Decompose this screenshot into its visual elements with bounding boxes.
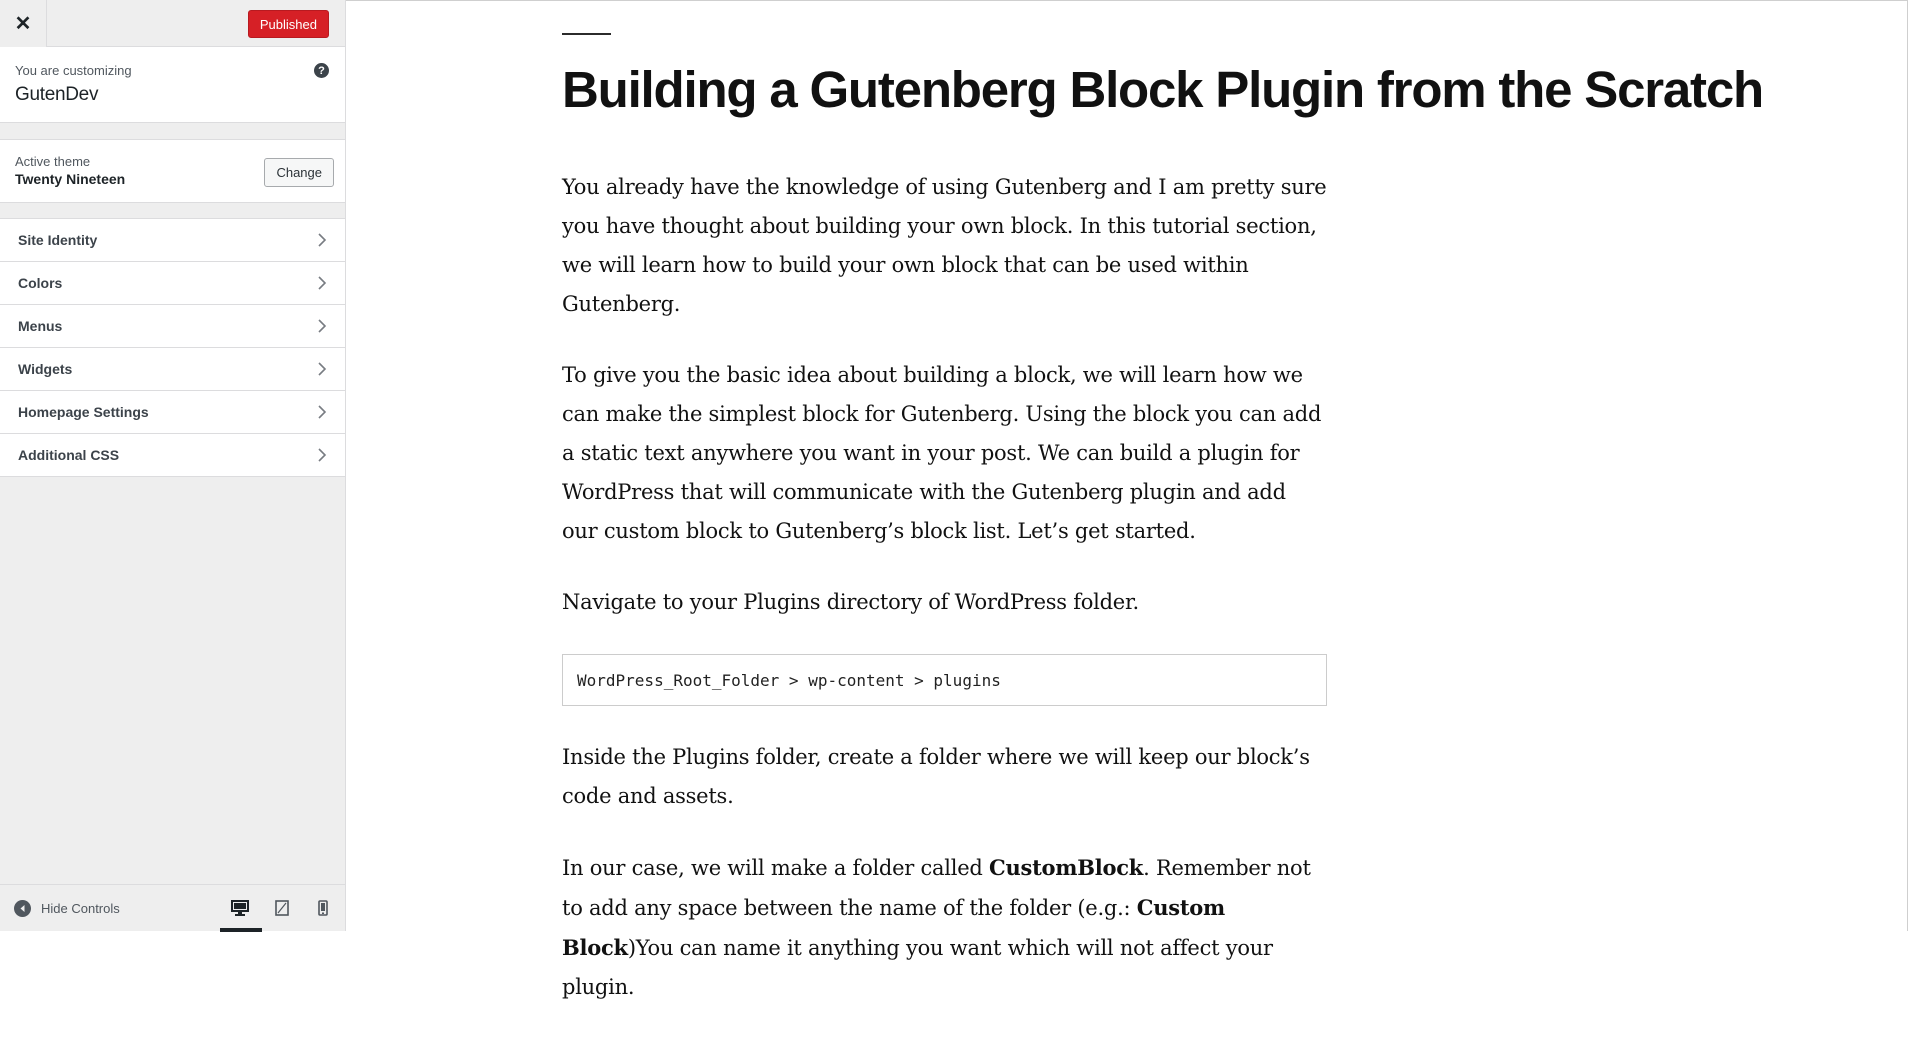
close-icon: ✕	[14, 13, 32, 35]
customizing-label: You are customizing	[15, 63, 132, 78]
panel-label: Site Identity	[18, 232, 98, 248]
chevron-right-icon	[315, 448, 329, 462]
help-icon[interactable]: ?	[314, 63, 329, 78]
active-theme-name: Twenty Nineteen	[15, 171, 126, 187]
panel-site-identity[interactable]	[0, 219, 345, 262]
panel-colors[interactable]	[0, 262, 345, 305]
collapse-arrow-icon	[14, 900, 31, 917]
site-name: GutenDev	[15, 84, 99, 105]
paragraph-create-folder: Inside the Plugins folder, create a folder where we will keep our block’s code and assets.	[562, 745, 1310, 808]
tablet-preview-button[interactable]	[262, 885, 302, 931]
chevron-right-icon	[315, 276, 329, 290]
chevron-right-icon	[315, 362, 329, 376]
tablet-icon	[275, 900, 289, 916]
chevron-right-icon	[315, 319, 329, 333]
panel-menus[interactable]	[0, 305, 345, 348]
title-divider	[562, 33, 611, 35]
panel-label: Homepage Settings	[18, 404, 149, 420]
publish-button[interactable]: Published	[248, 10, 329, 38]
post-content	[562, 168, 1327, 1039]
mobile-preview-button[interactable]	[303, 885, 343, 931]
paragraph-navigate: Navigate to your Plugins directory of WordPress folder.	[562, 590, 1139, 614]
text-span: )You can name it anything you want which will not affect your plugin.	[562, 936, 1273, 999]
sidebar-header	[0, 0, 345, 47]
hide-controls-button[interactable]	[14, 885, 120, 931]
site-preview	[346, 0, 1908, 999]
sidebar-footer	[0, 884, 345, 931]
post-title: Building a Gutenberg Block Plugin from the Scratch	[562, 61, 1763, 118]
text-span: . Remember not to add any space between the name of the folder (e.g.:	[562, 856, 1311, 920]
panel-label: Colors	[18, 275, 63, 291]
panel-label: Menus	[18, 318, 63, 334]
chevron-right-icon	[315, 233, 329, 247]
change-theme-button[interactable]: Change	[264, 158, 334, 187]
panel-list	[0, 218, 345, 477]
mobile-icon	[318, 900, 328, 916]
paragraph-basic-idea: To give you the basic idea about building a block, we will learn how we can make the simplest block for Gutenberg. Using the block you can add a static text anywhere you want in your post. We can build a plugin for WordPress that will communicate with the Gutenberg plugin and add our custom block to Gutenberg’s block list. Let’s get started.	[562, 363, 1322, 543]
close-button[interactable]	[0, 0, 47, 47]
panel-label: Additional CSS	[18, 447, 120, 463]
bold-example-name: Custom Block	[562, 895, 1226, 960]
code-block: WordPress_Root_Folder > wp-content > plugins	[562, 654, 1327, 706]
panel-homepage-settings[interactable]	[0, 391, 345, 434]
panel-label: Widgets	[18, 361, 73, 377]
paragraph-intro: You already have the knowledge of using Gutenberg and I am pretty sure you have thought about building your own block. In this tutorial section, we will learn how to build your own block that can be used within Gutenberg.	[562, 175, 1327, 316]
desktop-preview-button[interactable]	[220, 885, 260, 931]
active-theme-section	[0, 139, 345, 203]
text-span: In our case, we will make a folder called	[562, 856, 990, 880]
desktop-icon	[231, 900, 249, 916]
hide-controls-label: Hide Controls	[41, 900, 120, 916]
paragraph-custom-block	[562, 848, 1327, 1007]
customizer-sidebar	[0, 0, 346, 931]
panel-widgets[interactable]	[0, 348, 345, 391]
customizing-info	[0, 47, 345, 123]
bold-folder-name: CustomBlock	[989, 855, 1144, 880]
active-theme-label: Active theme	[15, 154, 91, 169]
chevron-right-icon	[315, 405, 329, 419]
panel-additional-css[interactable]	[0, 434, 345, 477]
